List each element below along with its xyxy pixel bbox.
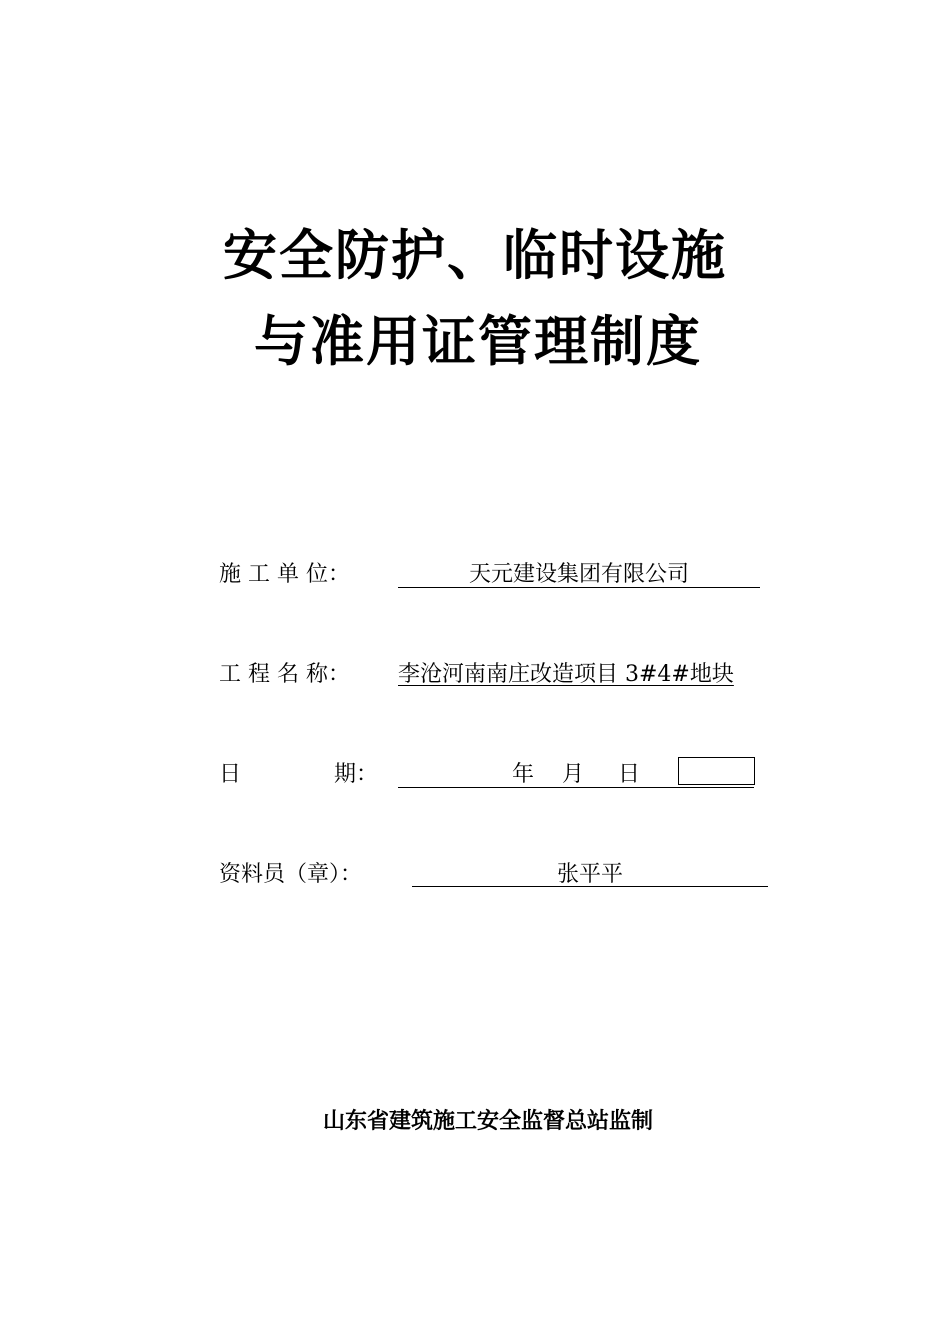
records-clerk-value: 张平平 [412, 860, 768, 887]
date-day-label: 日 [618, 762, 641, 787]
document-title-line-2: 与准用证管理制度 [254, 310, 702, 373]
records-clerk-label: 资料员（章）： [219, 862, 363, 887]
construction-unit-value: 天元建设集团有限公司 [398, 560, 760, 588]
date-label-second-char: 期： [334, 762, 379, 787]
construction-unit-label: 施 工 单 位： [219, 562, 350, 587]
date-year-label: 年 [512, 762, 535, 787]
document-title-line-1: 安全防护、临时设施 [223, 224, 727, 287]
project-name-value: 李沧河南南庄改造项目 3#4#地块 [398, 662, 734, 687]
issuing-authority-footer: 山东省建筑施工安全监督总站监制 [322, 1109, 653, 1134]
date-empty-box [678, 757, 755, 785]
project-name-label: 工 程 名 称： [219, 662, 350, 687]
date-label-first-char: 日 [219, 762, 242, 787]
date-month-label: 月 [562, 762, 585, 787]
